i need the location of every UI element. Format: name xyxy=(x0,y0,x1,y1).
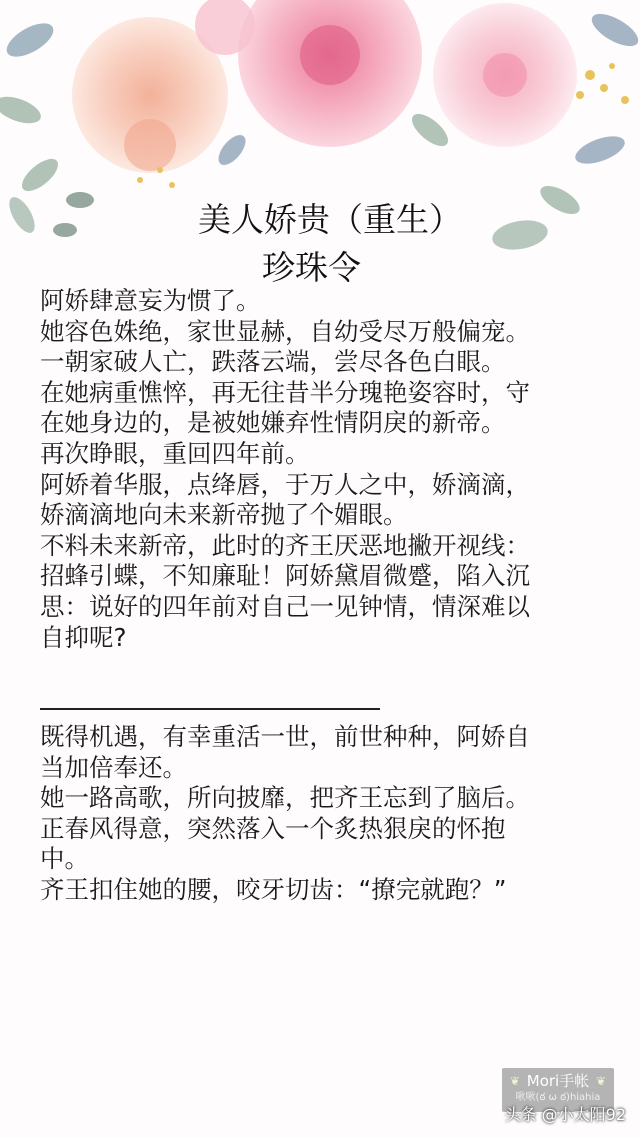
watermark-subtitle: 啾啾(ఠ ω ఠ)hiahia xyxy=(515,1092,601,1103)
synopsis-line: 当加倍奉还。 xyxy=(40,752,187,782)
synopsis-line: 既得机遇，有幸重活一世，前世种种，阿娇自 xyxy=(40,722,530,751)
synopsis-line: 正春风得意，突然落入一个炙热狠戾的怀抱 xyxy=(40,813,506,843)
section-divider xyxy=(40,708,380,710)
synopsis-line: 中。 xyxy=(40,844,89,874)
synopsis-line: 思：说好的四年前对自己一见钟情，情深难以 xyxy=(40,591,530,621)
synopsis-section-1 xyxy=(40,286,630,653)
book-author: 珍珠令 xyxy=(262,248,361,287)
synopsis-line: 在她身边的，是被她嫌弃性情阴戾的新帝。 xyxy=(40,408,506,438)
synopsis-line: 一朝家破人亡，跌落云端，尝尽各色白眼。 xyxy=(40,347,506,377)
synopsis-line: 自抑呢? xyxy=(40,622,127,652)
synopsis-line: 她容色姝绝，家世显赫，自幼受尽万般偏宠。 xyxy=(40,316,530,346)
synopsis-line: 阿娇着华服，点绛唇，于万人之中，娇滴滴， xyxy=(40,469,530,499)
synopsis-line: 齐王扣住她的腰，咬牙切齿：“撩完就跑？” xyxy=(40,874,507,904)
synopsis-line: 娇滴滴地向未来新帝抛了个媚眼。 xyxy=(40,500,408,530)
laurel-left-icon: ❦ xyxy=(510,1074,521,1088)
synopsis-line: 阿娇肆意妄为惯了。 xyxy=(40,286,261,315)
synopsis-line: 她一路高歌，所向披靡，把齐王忘到了脑后。 xyxy=(40,783,530,813)
synopsis-section-2 xyxy=(40,722,630,906)
synopsis-line: 再次睁眼，重回四年前。 xyxy=(40,438,310,468)
synopsis-line: 不料未来新帝，此时的齐王厌恶地撇开视线： xyxy=(40,530,530,560)
source-credit: 头条 @小太阳92 xyxy=(504,1105,626,1124)
book-title: 美人娇贵（重生） xyxy=(198,200,462,239)
watermark-brand: Mori手帐 xyxy=(526,1072,590,1090)
synopsis-line: 招蜂引蝶，不知廉耻！阿娇黛眉微蹙，陷入沉 xyxy=(40,561,530,591)
laurel-right-icon: ❦ xyxy=(595,1074,606,1088)
synopsis-line: 在她病重憔悴，再无往昔半分瑰艳姿容时，守 xyxy=(40,377,530,407)
